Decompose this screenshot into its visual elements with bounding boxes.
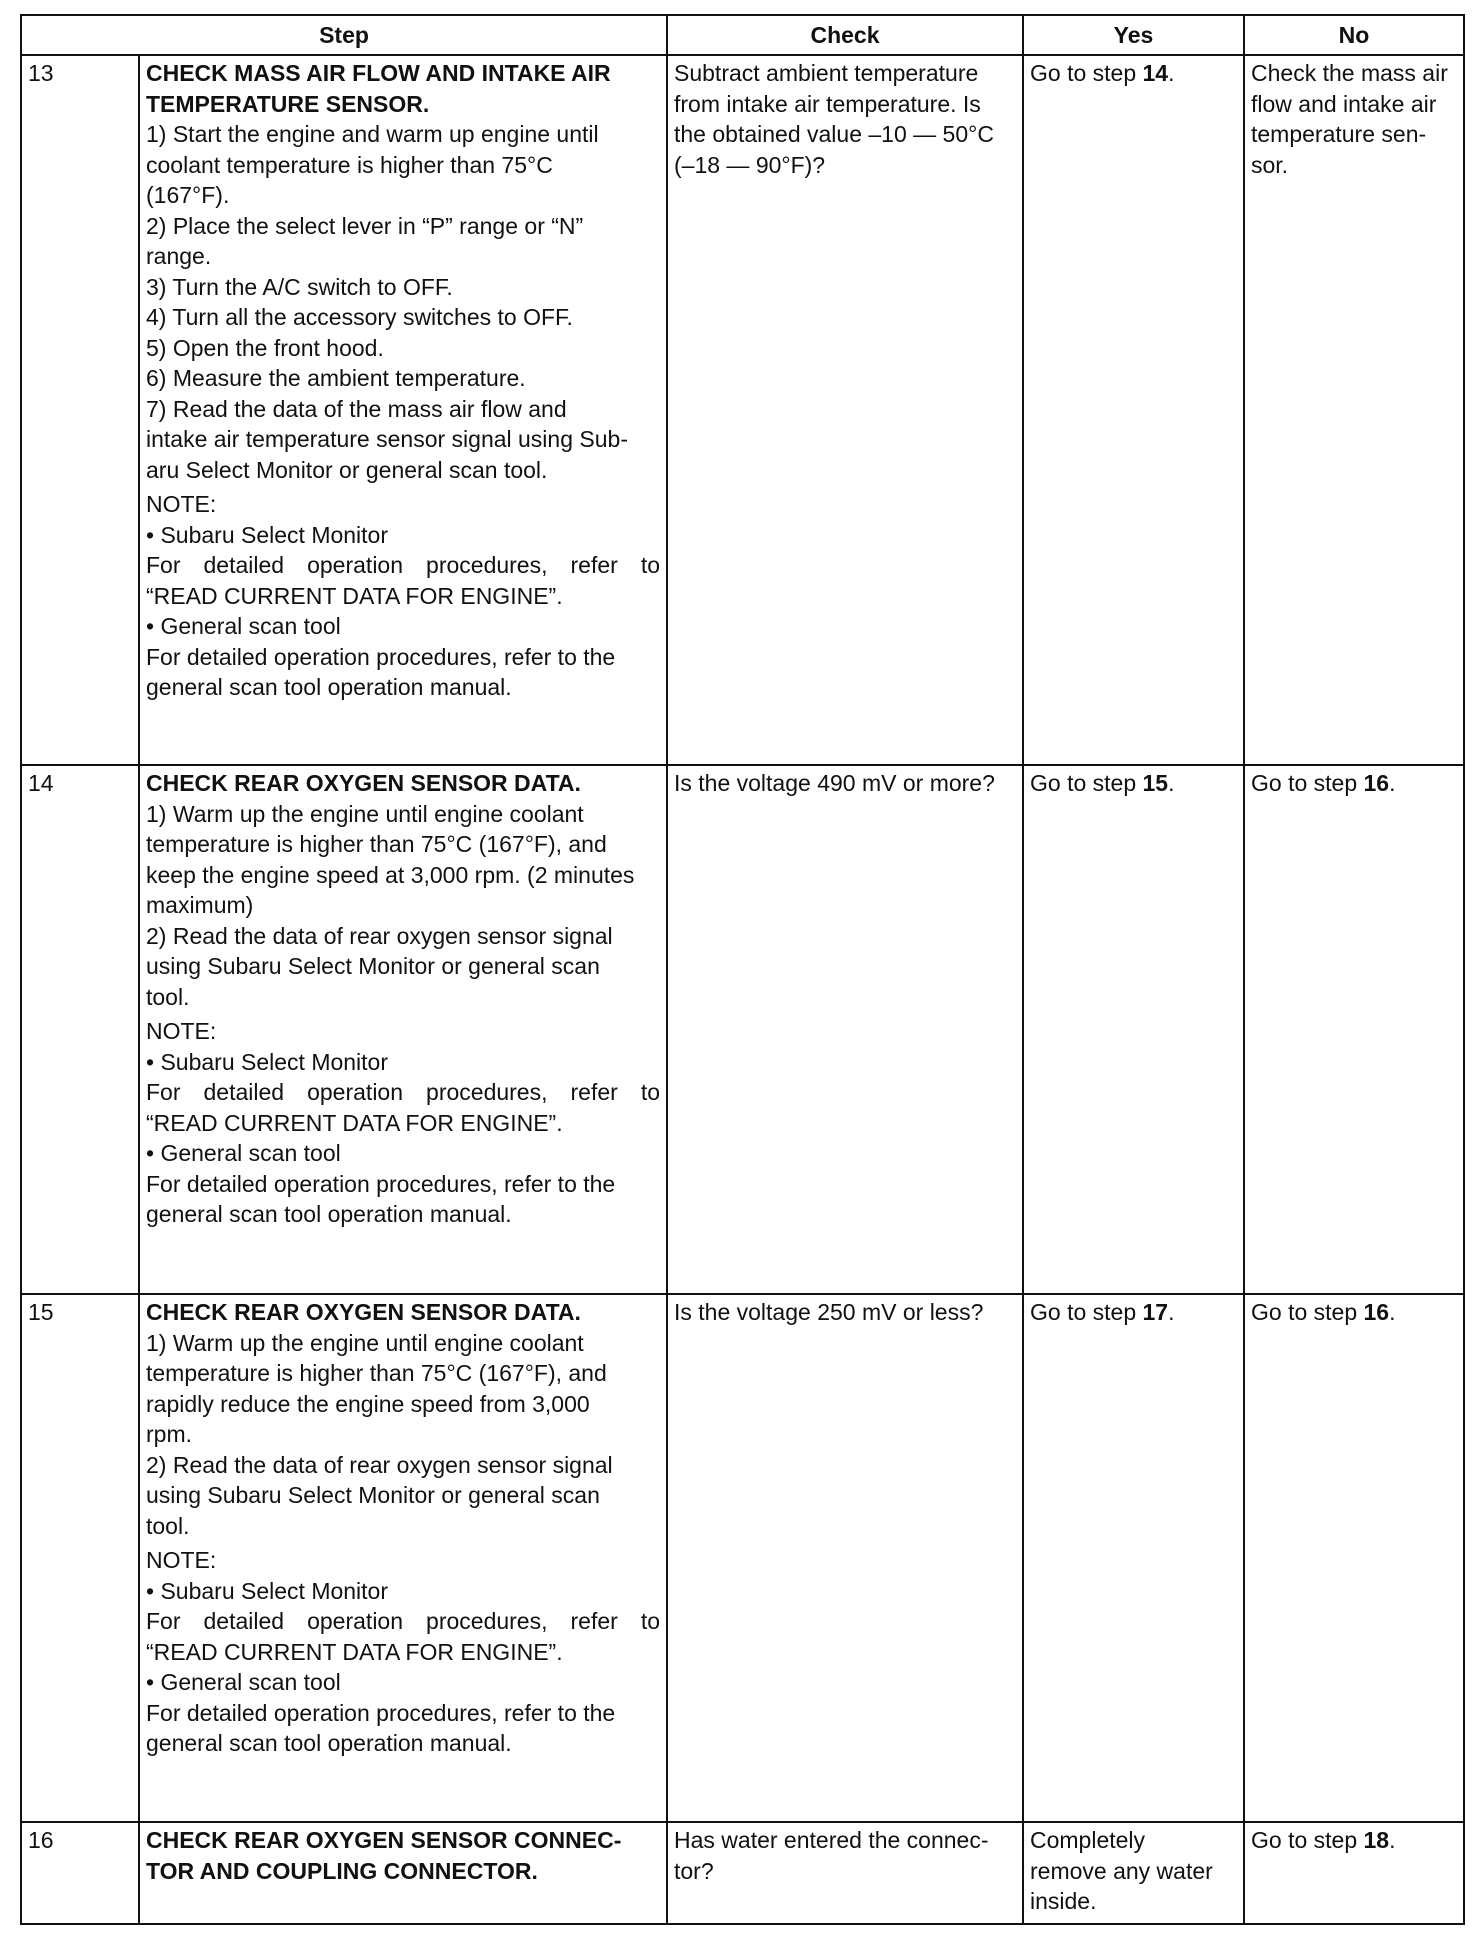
note-text: “READ CURRENT DATA FOR ENGINE”. xyxy=(146,1109,563,1136)
step-line: temperature is higher than 75°C (167°F), and xyxy=(146,1360,607,1386)
note-label: NOTE: xyxy=(146,491,217,517)
step-line: range. xyxy=(146,243,212,269)
yes-cell xyxy=(1023,765,1244,1294)
step-description xyxy=(139,1822,667,1924)
step-number: 16 xyxy=(21,1822,139,1924)
step-line: (167°F). xyxy=(146,182,230,208)
step-line: keep the engine speed at 3,000 rpm. (2 minutes xyxy=(146,861,635,888)
yes-step-ref[interactable]: 15 xyxy=(1142,770,1169,796)
step-line: temperature is higher than 75°C (167°F), and xyxy=(146,831,607,857)
table-row xyxy=(21,55,1464,765)
step-line: 7) Read the data of the mass air flow and xyxy=(146,395,567,422)
yes-cell xyxy=(1023,55,1244,765)
step-line: 3) Turn the A/C switch to OFF. xyxy=(146,273,453,300)
no-line: temperature sen- xyxy=(1251,121,1427,147)
header-no: No xyxy=(1244,15,1464,55)
no-cell xyxy=(1244,765,1464,1294)
check-cell xyxy=(667,765,1023,1294)
header-check: Check xyxy=(667,15,1023,55)
no-text: Go to step xyxy=(1251,1299,1364,1325)
step-line: 2) Read the data of rear oxygen sensor signal xyxy=(146,1451,613,1478)
step-description xyxy=(139,1294,667,1822)
note-text: general scan tool operation manual. xyxy=(146,674,512,700)
header-step: Step xyxy=(21,15,667,55)
no-step-ref[interactable]: 18 xyxy=(1363,1827,1390,1853)
yes-suffix: . xyxy=(1168,1299,1175,1325)
note-bullet: • General scan tool xyxy=(146,1140,341,1166)
yes-step-ref[interactable]: 17 xyxy=(1142,1299,1169,1325)
check-cell xyxy=(667,1822,1023,1924)
note-text: For detailed operation procedures, refer to the xyxy=(146,643,616,670)
step-description xyxy=(139,765,667,1294)
yes-suffix: . xyxy=(1168,770,1175,796)
note-text: “READ CURRENT DATA FOR ENGINE”. xyxy=(146,582,563,609)
no-line: flow and intake air xyxy=(1251,90,1437,117)
yes-line: Completely xyxy=(1030,1827,1146,1853)
step-line: using Subaru Select Monitor or general scan xyxy=(146,953,600,979)
check-line: Has water entered the connec- xyxy=(674,1827,989,1853)
step-line: rpm. xyxy=(146,1421,192,1447)
step-line: 6) Measure the ambient temperature. xyxy=(146,365,526,391)
step-description xyxy=(139,55,667,765)
step-number: 15 xyxy=(21,1294,139,1822)
no-step-ref[interactable]: 16 xyxy=(1363,770,1390,796)
step-line: 1) Warm up the engine until engine coolant xyxy=(146,1329,584,1356)
yes-text: Go to step xyxy=(1030,60,1143,86)
note-label: NOTE: xyxy=(146,1547,217,1573)
step-line: tool. xyxy=(146,983,190,1010)
note-text: For detailed operation procedures, refer to xyxy=(146,1608,660,1634)
step-line: rapidly reduce the engine speed from 3,000 xyxy=(146,1390,590,1417)
no-cell xyxy=(1244,1294,1464,1822)
yes-text: Go to step xyxy=(1030,1299,1143,1325)
step-title: TEMPERATURE SENSOR. xyxy=(146,90,430,117)
step-title: CHECK MASS AIR FLOW AND INTAKE AIR xyxy=(146,60,611,86)
note-bullet: • Subaru Select Monitor xyxy=(146,1577,389,1604)
yes-text: Go to step xyxy=(1030,770,1143,796)
no-line: sor. xyxy=(1251,151,1289,178)
no-cell xyxy=(1244,1822,1464,1924)
no-suffix: . xyxy=(1389,1299,1396,1325)
step-line: intake air temperature sensor signal using Sub- xyxy=(146,426,628,452)
step-line: 4) Turn all the accessory switches to OFF. xyxy=(146,304,573,330)
no-suffix: . xyxy=(1389,770,1396,796)
table-row xyxy=(21,1294,1464,1822)
yes-step-ref[interactable]: 14 xyxy=(1142,60,1169,86)
header-yes: Yes xyxy=(1023,15,1244,55)
step-line: coolant temperature is higher than 75°C xyxy=(146,151,553,178)
note-text: For detailed operation procedures, refer to xyxy=(146,552,660,578)
note-bullet: • Subaru Select Monitor xyxy=(146,521,389,548)
step-title: CHECK REAR OXYGEN SENSOR CONNEC- xyxy=(146,1827,622,1853)
step-line: 1) Start the engine and warm up engine until xyxy=(146,121,599,147)
step-line: aru Select Monitor or general scan tool. xyxy=(146,456,548,483)
check-line: the obtained value –10 — 50°C xyxy=(674,121,994,147)
no-step-ref[interactable]: 16 xyxy=(1363,1299,1390,1325)
step-line: 2) Read the data of rear oxygen sensor signal xyxy=(146,922,613,949)
table-row xyxy=(21,765,1464,1294)
step-number: 13 xyxy=(21,55,139,765)
table-row xyxy=(21,1822,1464,1924)
diagnostic-table xyxy=(20,14,1465,1925)
note-text: For detailed operation procedures, refer to the xyxy=(146,1699,616,1726)
step-title: CHECK REAR OXYGEN SENSOR DATA. xyxy=(146,1299,581,1325)
yes-cell xyxy=(1023,1822,1244,1924)
no-cell xyxy=(1244,55,1464,765)
no-text: Go to step xyxy=(1251,770,1364,796)
note-bullet: • General scan tool xyxy=(146,613,341,639)
check-line: Subtract ambient temperature xyxy=(674,60,979,86)
check-line: tor? xyxy=(674,1857,714,1884)
note-text: “READ CURRENT DATA FOR ENGINE”. xyxy=(146,1638,563,1665)
check-cell xyxy=(667,1294,1023,1822)
check-line: Is the voltage 490 mV or more? xyxy=(674,770,995,796)
note-text: For detailed operation procedures, refer to xyxy=(146,1079,660,1105)
yes-line: inside. xyxy=(1030,1888,1097,1914)
step-line: tool. xyxy=(146,1512,190,1539)
note-text: general scan tool operation manual. xyxy=(146,1201,512,1227)
note-bullet: • General scan tool xyxy=(146,1669,341,1695)
step-line: 5) Open the front hood. xyxy=(146,334,384,361)
note-text: For detailed operation procedures, refer to the xyxy=(146,1170,616,1197)
yes-cell xyxy=(1023,1294,1244,1822)
note-text: general scan tool operation manual. xyxy=(146,1730,512,1756)
step-line: 2) Place the select lever in “P” range or “N” xyxy=(146,212,584,239)
check-line: Is the voltage 250 mV or less? xyxy=(674,1299,984,1325)
step-line: maximum) xyxy=(146,892,254,918)
check-cell xyxy=(667,55,1023,765)
no-line: Check the mass air xyxy=(1251,60,1448,86)
step-line: 1) Warm up the engine until engine coolant xyxy=(146,800,584,827)
header-row xyxy=(21,15,1464,55)
note-bullet: • Subaru Select Monitor xyxy=(146,1048,389,1075)
step-line: using Subaru Select Monitor or general scan xyxy=(146,1482,600,1508)
step-title: TOR AND COUPLING CONNECTOR. xyxy=(146,1857,538,1884)
note-label: NOTE: xyxy=(146,1018,217,1044)
yes-suffix: . xyxy=(1168,60,1175,86)
yes-line: remove any water xyxy=(1030,1857,1213,1884)
no-text: Go to step xyxy=(1251,1827,1364,1853)
step-number: 14 xyxy=(21,765,139,1294)
check-line: from intake air temperature. Is xyxy=(674,90,981,117)
step-title: CHECK REAR OXYGEN SENSOR DATA. xyxy=(146,770,581,796)
check-line: (–18 — 90°F)? xyxy=(674,151,826,178)
no-suffix: . xyxy=(1389,1827,1396,1853)
